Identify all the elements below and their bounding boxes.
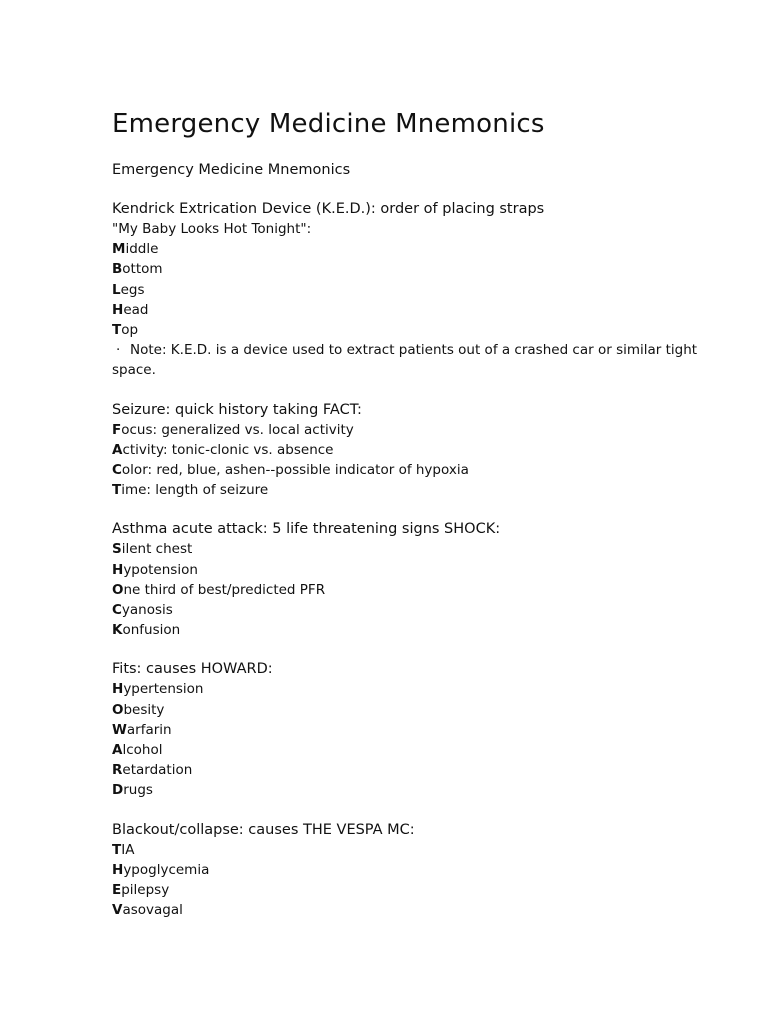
list-item — [112, 259, 712, 279]
mnemonic-rest: pilepsy — [121, 882, 170, 899]
list-item — [112, 880, 712, 900]
mnemonic-rest: ime: length of seizure — [121, 482, 269, 499]
list-item — [112, 900, 712, 920]
list-item — [112, 480, 712, 500]
list-item — [112, 700, 712, 720]
list-item — [112, 860, 712, 880]
document-page — [112, 104, 712, 920]
mnemonic-rest: asovagal — [122, 902, 183, 919]
mnemonic-letter: A — [112, 441, 123, 458]
list-item — [112, 620, 712, 640]
mnemonic-letter: W — [112, 721, 127, 738]
mnemonic-rest: ead — [123, 301, 149, 318]
mnemonic-letter: A — [112, 742, 123, 759]
mnemonic-letter: H — [112, 301, 124, 318]
list-item — [112, 840, 712, 860]
mnemonic-phrase: "My Baby Looks Hot Tonight": — [112, 221, 312, 237]
mnemonic-letter: F — [112, 421, 122, 438]
mnemonic-rest: IA — [121, 841, 135, 858]
section-heading: Seizure: quick history taking FACT: — [112, 401, 362, 418]
list-item — [112, 280, 712, 300]
mnemonic-rest: yanosis — [121, 602, 173, 619]
mnemonic-rest: ocus: generalized vs. local activity — [121, 421, 354, 438]
list-item — [112, 460, 712, 480]
mnemonic-rest: egs — [120, 281, 145, 298]
section-heading: Blackout/collapse: causes THE VESPA MC: — [112, 821, 415, 838]
mnemonic-rest: onfusion — [122, 622, 181, 639]
section-fits — [112, 659, 712, 800]
document-title: Emergency Medicine Mnemonics — [112, 109, 545, 139]
mnemonic-letter: H — [112, 681, 124, 698]
mnemonic-rest: ypertension — [123, 681, 204, 698]
mnemonic-letter: T — [112, 322, 122, 339]
section-heading: Kendrick Extrication Device (K.E.D.): order of placing straps — [112, 201, 545, 217]
mnemonic-letter: H — [112, 861, 124, 878]
mnemonic-rest: ottom — [122, 261, 163, 278]
mnemonic-letter: T — [112, 482, 122, 499]
mnemonic-rest: olor: red, blue, ashen--possible indicator of hypoxia — [121, 462, 469, 479]
mnemonic-rest: arfarin — [126, 721, 172, 738]
list-item — [112, 539, 712, 559]
list-item — [112, 780, 712, 800]
document-subtitle: Emergency Medicine Mnemonics — [112, 162, 351, 178]
list-item — [112, 720, 712, 740]
mnemonic-rest: lcohol — [122, 742, 163, 759]
mnemonic-letter: S — [112, 541, 122, 558]
section-blackout — [112, 820, 712, 921]
section-heading: Fits: causes HOWARD: — [112, 661, 273, 678]
list-item — [112, 300, 712, 320]
mnemonic-rest: ilent chest — [121, 541, 193, 558]
mnemonic-letter: L — [112, 281, 121, 298]
mnemonic-letter: M — [112, 241, 126, 258]
mnemonic-letter: O — [112, 701, 124, 718]
section-ked — [112, 199, 712, 381]
section-heading: Asthma acute attack: 5 life threatening signs SHOCK: — [112, 521, 501, 538]
mnemonic-rest: op — [121, 322, 139, 339]
bullet-icon: · — [116, 342, 121, 359]
mnemonic-letter: D — [112, 782, 124, 799]
list-item — [112, 420, 712, 440]
list-item — [112, 600, 712, 620]
section-asthma — [112, 519, 712, 640]
note-text — [112, 340, 712, 380]
mnemonic-rest: rugs — [123, 782, 153, 799]
mnemonic-letter: K — [112, 622, 123, 639]
note-body: Note: K.E.D. is a device used to extract patients out of a crashed car or similar tight space. — [112, 342, 698, 379]
mnemonic-letter: E — [112, 882, 122, 899]
mnemonic-letter: R — [112, 762, 123, 779]
mnemonic-rest: ypotension — [123, 561, 198, 578]
section-seizure — [112, 400, 712, 501]
list-item — [112, 440, 712, 460]
mnemonic-letter: V — [112, 902, 123, 919]
mnemonic-rest: etardation — [122, 762, 193, 779]
list-item — [112, 679, 712, 699]
mnemonic-letter: C — [112, 462, 122, 479]
mnemonic-letter: H — [112, 561, 124, 578]
list-item — [112, 760, 712, 780]
mnemonic-letter: C — [112, 602, 122, 619]
mnemonic-rest: iddle — [125, 241, 159, 258]
mnemonic-rest: ypoglycemia — [123, 861, 210, 878]
list-item — [112, 560, 712, 580]
list-item — [112, 320, 712, 340]
list-item — [112, 580, 712, 600]
mnemonic-rest: ne third of best/predicted PFR — [123, 581, 326, 598]
mnemonic-letter: O — [112, 581, 124, 598]
mnemonic-rest: ctivity: tonic-clonic vs. absence — [122, 441, 334, 458]
list-item — [112, 740, 712, 760]
mnemonic-rest: besity — [123, 701, 165, 718]
mnemonic-letter: T — [112, 841, 122, 858]
list-item — [112, 239, 712, 259]
mnemonic-letter: B — [112, 261, 123, 278]
